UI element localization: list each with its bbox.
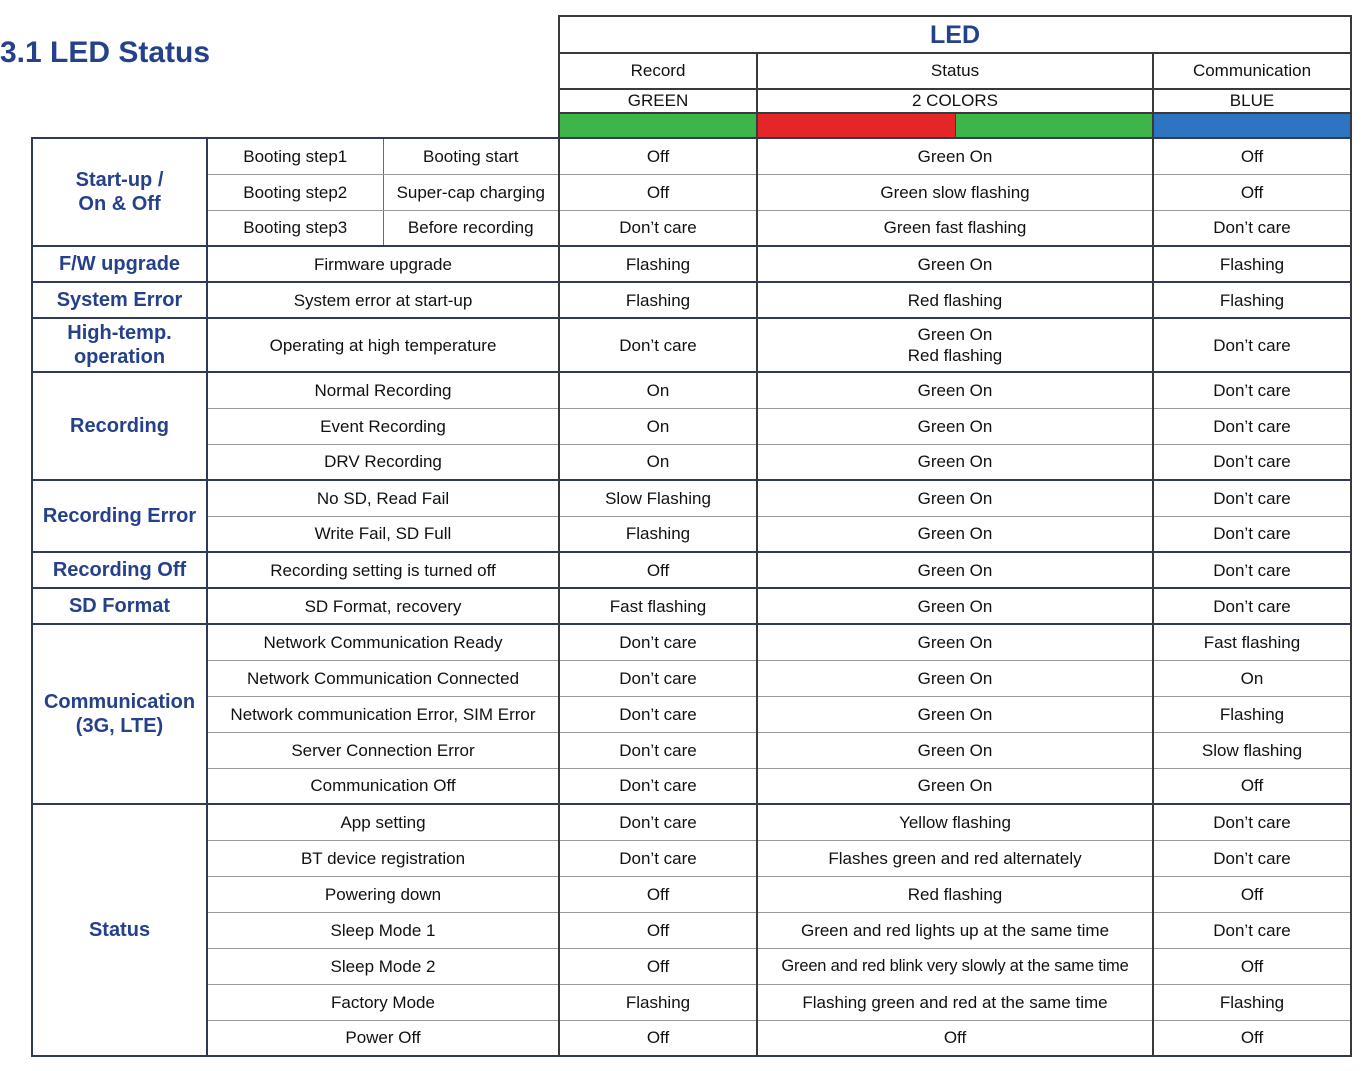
status-cell: Green On: [757, 480, 1153, 516]
description-cell: No SD, Read Fail: [207, 480, 559, 516]
communication-cell: Flashing: [1153, 246, 1351, 282]
communication-blue-swatch: [1153, 113, 1351, 138]
record-cell: Don’t care: [559, 768, 757, 804]
table-row: [32, 318, 1351, 372]
category-cell: Start-up / On & Off: [32, 138, 207, 246]
communication-cell: Don’t care: [1153, 804, 1351, 840]
table-row: [32, 552, 1351, 588]
communication-cell: Don’t care: [1153, 552, 1351, 588]
record-cell: Flashing: [559, 984, 757, 1020]
status-cell: Green On: [757, 372, 1153, 408]
description-cell: Communication Off: [207, 768, 559, 804]
step-cell: Booting step1: [207, 138, 383, 174]
status-cell: Green and red blink very slowly at the same time: [757, 948, 1153, 984]
description-cell: Recording setting is turned off: [207, 552, 559, 588]
table-row: [32, 912, 1351, 948]
status-cell: Green fast flashing: [757, 210, 1153, 246]
table-row: [32, 138, 1351, 174]
record-cell: Off: [559, 138, 757, 174]
communication-cell: Don’t care: [1153, 444, 1351, 480]
communication-cell: Off: [1153, 948, 1351, 984]
record-cell: Don’t care: [559, 732, 757, 768]
table-row: [32, 624, 1351, 660]
communication-cell: Don’t care: [1153, 318, 1351, 372]
color-label-communication: BLUE: [1153, 89, 1351, 113]
category-cell: Status: [32, 804, 207, 1056]
record-cell: Fast flashing: [559, 588, 757, 624]
category-cell: SD Format: [32, 588, 207, 624]
step-cell: Booting step2: [207, 174, 383, 210]
record-cell: On: [559, 372, 757, 408]
record-cell: Flashing: [559, 246, 757, 282]
table-row: [32, 732, 1351, 768]
communication-cell: Don’t care: [1153, 408, 1351, 444]
table-row: [32, 660, 1351, 696]
description-cell: Network Communication Connected: [207, 660, 559, 696]
status-cell: Green and red lights up at the same time: [757, 912, 1153, 948]
table-row: [32, 588, 1351, 624]
record-cell: Slow Flashing: [559, 480, 757, 516]
table-row: [32, 768, 1351, 804]
table-row: [32, 696, 1351, 732]
description-cell: Network communication Error, SIM Error: [207, 696, 559, 732]
record-cell: Don’t care: [559, 696, 757, 732]
record-cell: Off: [559, 948, 757, 984]
record-cell: Off: [559, 552, 757, 588]
status-cell: Flashes green and red alternately: [757, 840, 1153, 876]
record-cell: On: [559, 444, 757, 480]
category-cell: High-temp. operation: [32, 318, 207, 372]
record-cell: Off: [559, 174, 757, 210]
communication-cell: Flashing: [1153, 696, 1351, 732]
led-header-table: [558, 15, 1352, 139]
table-row: [32, 408, 1351, 444]
table-row: [32, 480, 1351, 516]
description-cell: Powering down: [207, 876, 559, 912]
status-cell: Green On: [757, 408, 1153, 444]
communication-cell: Flashing: [1153, 984, 1351, 1020]
description-cell: Factory Mode: [207, 984, 559, 1020]
status-cell: Red flashing: [757, 876, 1153, 912]
record-cell: Don’t care: [559, 840, 757, 876]
status-cell: Green On: [757, 768, 1153, 804]
category-cell: F/W upgrade: [32, 246, 207, 282]
status-cell: Green On: [757, 732, 1153, 768]
status-cell: Flashing green and red at the same time: [757, 984, 1153, 1020]
category-cell: Recording Error: [32, 480, 207, 552]
table-row: [32, 174, 1351, 210]
communication-cell: Slow flashing: [1153, 732, 1351, 768]
status-cell: Green On: [757, 246, 1153, 282]
status-green-swatch: [955, 113, 1153, 138]
description-cell: Normal Recording: [207, 372, 559, 408]
table-row: [32, 210, 1351, 246]
table-row: [32, 282, 1351, 318]
color-label-status: 2 COLORS: [757, 89, 1153, 113]
communication-cell: Don’t care: [1153, 588, 1351, 624]
condition-cell: Before recording: [383, 210, 559, 246]
table-row: [32, 246, 1351, 282]
status-red-swatch: [757, 113, 955, 138]
record-cell: Don’t care: [559, 804, 757, 840]
communication-cell: Don’t care: [1153, 912, 1351, 948]
communication-cell: Fast flashing: [1153, 624, 1351, 660]
communication-cell: Don’t care: [1153, 210, 1351, 246]
condition-cell: Super-cap charging: [383, 174, 559, 210]
description-cell: Write Fail, SD Full: [207, 516, 559, 552]
table-row: [32, 876, 1351, 912]
record-cell: On: [559, 408, 757, 444]
led-status-table: [31, 137, 1352, 1057]
led-column-labels-row: [559, 53, 1351, 89]
status-cell: Green On: [757, 516, 1153, 552]
description-cell: Sleep Mode 1: [207, 912, 559, 948]
condition-cell: Booting start: [383, 138, 559, 174]
description-cell: DRV Recording: [207, 444, 559, 480]
table-row: [32, 1020, 1351, 1056]
color-label-record: GREEN: [559, 89, 757, 113]
description-cell: Event Recording: [207, 408, 559, 444]
description-cell: Sleep Mode 2: [207, 948, 559, 984]
communication-cell: Off: [1153, 1020, 1351, 1056]
record-cell: Off: [559, 1020, 757, 1056]
status-cell: Yellow flashing: [757, 804, 1153, 840]
record-cell: Don’t care: [559, 318, 757, 372]
led-swatch-row: [559, 113, 1351, 138]
record-cell: Flashing: [559, 516, 757, 552]
led-color-labels-row: [559, 89, 1351, 113]
communication-cell: Off: [1153, 174, 1351, 210]
table-row: [32, 840, 1351, 876]
record-cell: Don’t care: [559, 210, 757, 246]
record-cell: Flashing: [559, 282, 757, 318]
record-cell: Don’t care: [559, 660, 757, 696]
communication-cell: Flashing: [1153, 282, 1351, 318]
table-row: [32, 372, 1351, 408]
column-header-status: Status: [757, 53, 1153, 89]
description-cell: Firmware upgrade: [207, 246, 559, 282]
communication-cell: Don’t care: [1153, 840, 1351, 876]
status-cell: Green slow flashing: [757, 174, 1153, 210]
table-row: [32, 804, 1351, 840]
section-title: 3.1 LED Status: [0, 36, 211, 69]
record-green-swatch: [559, 113, 757, 138]
table-row: [32, 444, 1351, 480]
status-cell: Green On: [757, 444, 1153, 480]
column-header-communication: Communication: [1153, 53, 1351, 89]
led-title: LED: [559, 16, 1351, 53]
table-row: [32, 984, 1351, 1020]
communication-cell: On: [1153, 660, 1351, 696]
description-cell: SD Format, recovery: [207, 588, 559, 624]
category-cell: Communication (3G, LTE): [32, 624, 207, 804]
table-row: [32, 948, 1351, 984]
category-cell: Recording Off: [32, 552, 207, 588]
status-cell: Green On: [757, 624, 1153, 660]
status-cell: Off: [757, 1020, 1153, 1056]
communication-cell: Off: [1153, 876, 1351, 912]
description-cell: System error at start-up: [207, 282, 559, 318]
description-cell: BT device registration: [207, 840, 559, 876]
step-cell: Booting step3: [207, 210, 383, 246]
description-cell: App setting: [207, 804, 559, 840]
description-cell: Operating at high temperature: [207, 318, 559, 372]
status-cell: Green On Red flashing: [757, 318, 1153, 372]
status-cell: Green On: [757, 660, 1153, 696]
communication-cell: Don’t care: [1153, 516, 1351, 552]
record-cell: Off: [559, 912, 757, 948]
status-cell: Red flashing: [757, 282, 1153, 318]
communication-cell: Don’t care: [1153, 372, 1351, 408]
status-cell: Green On: [757, 696, 1153, 732]
column-header-record: Record: [559, 53, 757, 89]
description-cell: Network Communication Ready: [207, 624, 559, 660]
led-title-row: [559, 16, 1351, 53]
description-cell: Server Connection Error: [207, 732, 559, 768]
communication-cell: Off: [1153, 768, 1351, 804]
status-cell: Green On: [757, 138, 1153, 174]
status-cell: Green On: [757, 588, 1153, 624]
communication-cell: Don’t care: [1153, 480, 1351, 516]
communication-cell: Off: [1153, 138, 1351, 174]
record-cell: Don’t care: [559, 624, 757, 660]
description-cell: Power Off: [207, 1020, 559, 1056]
category-cell: System Error: [32, 282, 207, 318]
table-row: [32, 516, 1351, 552]
status-cell: Green On: [757, 552, 1153, 588]
category-cell: Recording: [32, 372, 207, 480]
record-cell: Off: [559, 876, 757, 912]
